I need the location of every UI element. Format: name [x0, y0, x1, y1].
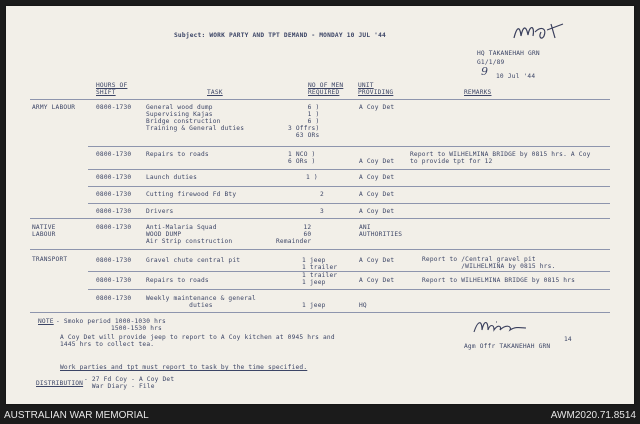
handwritten-date-mark: 9 [481, 65, 489, 78]
section-label-army-labour: ARMY LABOUR [32, 104, 76, 111]
row-men: 1 NCO ) 6 ORs ) [288, 151, 316, 165]
note-work-parties: Work parties and tpt must report to task by the time specified. [60, 364, 308, 371]
section-divider [30, 218, 610, 219]
row-unit: A Coy Det [359, 277, 395, 284]
row-task: Drivers [146, 208, 174, 215]
col-header-remarks: REMARKS [464, 89, 492, 96]
row-divider [88, 186, 610, 187]
row-men: 1 jeep [302, 302, 326, 309]
row-task: Launch duties [146, 174, 198, 181]
row-hours: 0800-1730 [96, 191, 132, 198]
row-unit: A Coy Det [359, 208, 395, 215]
handwritten-signature [470, 316, 550, 338]
row-task: Cutting firewood Fd Bty [146, 191, 237, 198]
row-divider [88, 203, 610, 204]
signature-title: Agm Offr TAKANEHAH GRN [464, 343, 551, 350]
col-header-hours: HOURS OF SHIFT [96, 82, 128, 96]
row-unit: HQ [359, 302, 367, 309]
row-task: Weekly maintenance & general duties [146, 295, 256, 309]
row-unit: A Coy Det [359, 158, 395, 165]
handwritten-initials [511, 20, 571, 44]
row-unit: A Coy Det [359, 104, 395, 111]
document-sheet [6, 6, 634, 404]
row-men: 3 [320, 208, 324, 215]
signature-number: 14 [564, 336, 572, 343]
col-header-task: TASK [207, 89, 223, 96]
distribution-lines: - 27 Fd Coy - A Coy Det War Diary - File [84, 376, 175, 390]
row-divider [88, 169, 610, 170]
section-divider [30, 249, 610, 250]
row-divider [88, 271, 610, 272]
row-hours: 0800-1730 [96, 277, 132, 284]
row-task: Anti-Malaria Squad WOOD DUMP Air Strip construction [146, 224, 233, 245]
row-remarks: Report to WILHELMINA BRIDGE by 0815 hrs [422, 277, 576, 284]
col-header-no-men: NO OF MEN REQUIRED [308, 82, 344, 96]
row-divider [88, 146, 610, 147]
row-hours: 0800-1730 [96, 174, 132, 181]
row-hours: 0800-1730 [96, 104, 132, 111]
table-bottom-rule [30, 312, 610, 313]
section-label-transport: TRANSPORT [32, 256, 68, 263]
row-task: Repairs to roads [146, 277, 209, 284]
note-label: NOTE [38, 318, 54, 325]
row-hours: 0800-1730 [96, 224, 132, 231]
row-divider [88, 289, 610, 290]
row-men: 1 trailer 1 jeep [302, 272, 338, 286]
row-task: Repairs to roads [146, 151, 209, 158]
row-hours: 0800-1730 [96, 208, 132, 215]
row-task: Gravel chute central pit [146, 257, 241, 264]
row-unit: ANI AUTHORITIES [359, 224, 403, 238]
section-label-native-labour: NATIVE LABOUR [32, 224, 56, 238]
row-men: 1 jeep 1 trailer [302, 257, 338, 271]
header-rule [30, 99, 610, 100]
row-unit: A Coy Det [359, 174, 395, 181]
row-men: 2 [320, 191, 324, 198]
org-name: HQ TAKANEHAH GRN [477, 50, 540, 57]
row-remarks: Report to /Central gravel pit /WILHELMINA by 0815 hrs. [422, 256, 556, 270]
row-remarks: Report to WILHELMINA BRIDGE by 0815 hrs. A Coy to provide tpt for 12 [410, 151, 591, 165]
row-hours: 0800-1730 [96, 151, 132, 158]
row-men: 12 60 Remainder [276, 224, 312, 245]
row-unit: A Coy Det [359, 257, 395, 264]
row-men: 6 ) 1 ) 6 ) 3 Offrs) 63 ORs [288, 104, 320, 139]
reference-number: G1/1/89 [477, 59, 505, 66]
row-unit: A Coy Det [359, 191, 395, 198]
archive-source: AUSTRALIAN WAR MEMORIAL [4, 410, 149, 421]
note-smoko: - Smoko period 1000-1030 hrs 1500-1530 hrs [56, 318, 166, 332]
row-hours: 0800-1730 [96, 257, 132, 264]
archive-footer [0, 408, 640, 424]
subject-line: Subject: WORK PARTY AND TPT DEMAND - MONDAY 10 JUL '44 [174, 32, 386, 39]
col-header-unit: UNIT PROVIDING [358, 82, 394, 96]
distribution-label: DISTRIBUTION [36, 380, 84, 387]
row-men: 1 ) [306, 174, 318, 181]
document-date: 10 Jul '44 [496, 73, 536, 80]
row-task: General wood dump Supervising Kajas Bridge construction Training & General duties [146, 104, 245, 132]
row-hours: 0800-1730 [96, 295, 132, 302]
note-jeep: A Coy Det will provide jeep to report to A Coy kitchen at 0945 hrs and 1445 hrs to collect tea. [60, 334, 335, 348]
archive-accession-number: AWM2020.71.8514 [550, 410, 636, 421]
